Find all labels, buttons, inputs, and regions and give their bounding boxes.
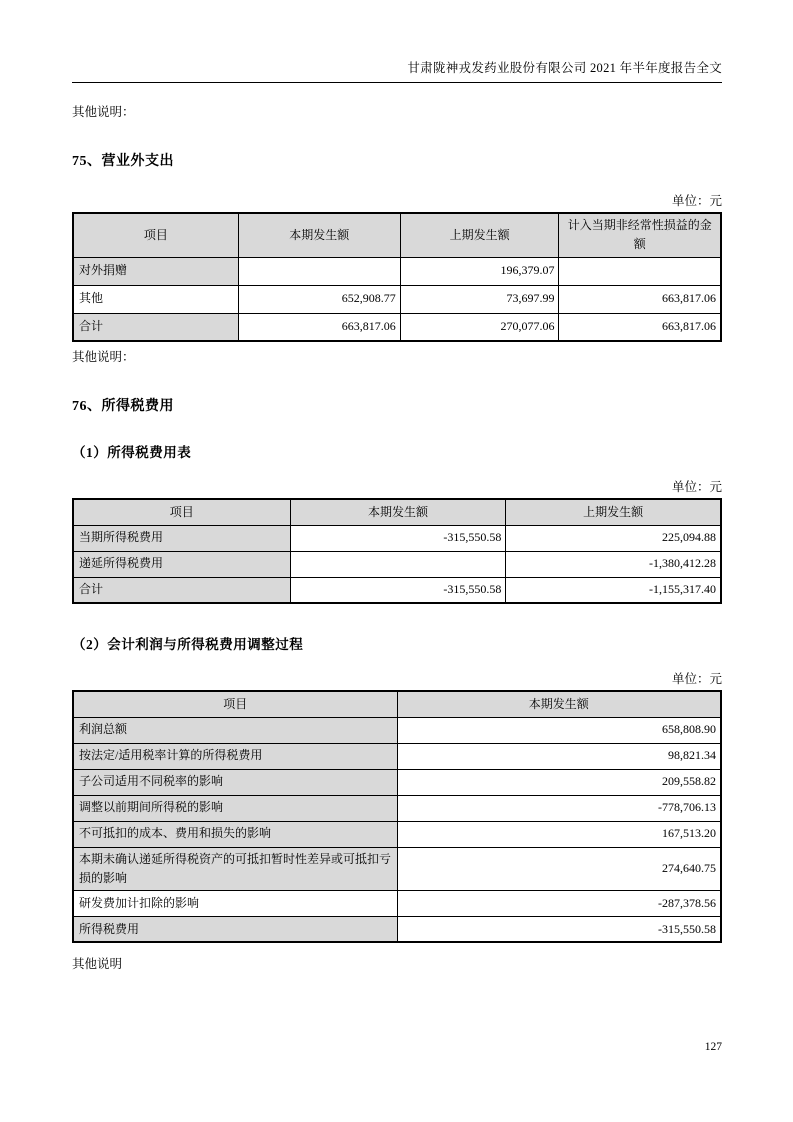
item-cell: 合计 [73,313,238,341]
column-header: 本期发生额 [290,499,506,525]
column-header: 项目 [73,213,238,257]
column-header: 项目 [73,499,290,525]
section-76-1-heading: （1）所得税费用表 [72,445,192,460]
item-cell: 递延所得税费用 [73,551,290,577]
value-cell: 663,817.06 [559,313,721,341]
table-row [73,525,721,551]
item-cell: 按法定/适用税率计算的所得税费用 [73,743,397,769]
value-cell: 98,821.34 [397,743,721,769]
value-cell: -1,155,317.40 [506,577,721,603]
table-row [73,257,721,285]
income-tax-expense-table [72,498,722,604]
column-header: 上期发生额 [506,499,721,525]
value-cell: 663,817.06 [559,285,721,313]
value-cell: -315,550.58 [397,916,721,942]
table-row [73,795,721,821]
value-cell: 652,908.77 [238,285,400,313]
table-header-row [73,213,721,257]
value-cell [559,257,721,285]
column-header: 本期发生额 [238,213,400,257]
other-note-bottom: 其他说明 [72,957,123,972]
table-row [73,769,721,795]
column-header: 上期发生额 [400,213,559,257]
section-75-heading: 75、营业外支出 [72,154,174,169]
table-row [73,821,721,847]
table-row [73,577,721,603]
document-header-title: 甘肃陇神戎发药业股份有限公司 2021 年半年度报告全文 [72,0,722,83]
value-cell [290,551,506,577]
non-operating-expenses-table [72,212,722,342]
item-cell: 对外捐赠 [73,257,238,285]
value-cell: -1,380,412.28 [506,551,721,577]
tax-reconciliation-table [72,690,722,943]
table-row [73,743,721,769]
item-cell: 所得税费用 [73,916,397,942]
value-cell: -287,378.56 [397,890,721,916]
item-cell: 其他 [73,285,238,313]
table-row [73,916,721,942]
item-cell: 本期未确认递延所得税资产的可抵扣暂时性差异或可抵扣亏损的影响 [73,847,397,890]
item-cell: 当期所得税费用 [73,525,290,551]
column-header: 本期发生额 [397,691,721,717]
section-76-2-heading: （2）会计利润与所得税费用调整过程 [72,637,304,652]
value-cell: -315,550.58 [290,577,506,603]
unit-label-table1: 单位：元 [671,194,722,208]
column-header: 计入当期非经常性损益的金额 [559,213,721,257]
value-cell: 274,640.75 [397,847,721,890]
item-cell: 研发费加计扣除的影响 [73,890,397,916]
item-cell: 合计 [73,577,290,603]
table-row [73,551,721,577]
other-note-after-table1: 其他说明： [72,350,135,364]
table-row [73,890,721,916]
value-cell: 196,379.07 [400,257,559,285]
item-cell: 不可抵扣的成本、费用和损失的影响 [73,821,397,847]
section-76-heading: 76、所得税费用 [72,399,174,414]
item-cell: 调整以前期间所得税的影响 [73,795,397,821]
table-header-row [73,499,721,525]
table-row [73,717,721,743]
table-row [73,847,721,890]
value-cell: 658,808.90 [397,717,721,743]
value-cell: 270,077.06 [400,313,559,341]
value-cell: 663,817.06 [238,313,400,341]
value-cell [238,257,400,285]
unit-label-table2: 单位：元 [671,480,722,494]
value-cell: -778,706.13 [397,795,721,821]
item-cell: 子公司适用不同税率的影响 [73,769,397,795]
page-number: 127 [704,1041,722,1053]
other-note-top: 其他说明： [72,105,135,119]
unit-label-table3: 单位：元 [671,672,722,686]
column-header: 项目 [73,691,397,717]
value-cell: -315,550.58 [290,525,506,551]
item-cell: 利润总额 [73,717,397,743]
value-cell: 167,513.20 [397,821,721,847]
value-cell: 225,094.88 [506,525,721,551]
table-row [73,285,721,313]
value-cell: 73,697.99 [400,285,559,313]
value-cell: 209,558.82 [397,769,721,795]
table-row [73,313,721,341]
table-header-row [73,691,721,717]
